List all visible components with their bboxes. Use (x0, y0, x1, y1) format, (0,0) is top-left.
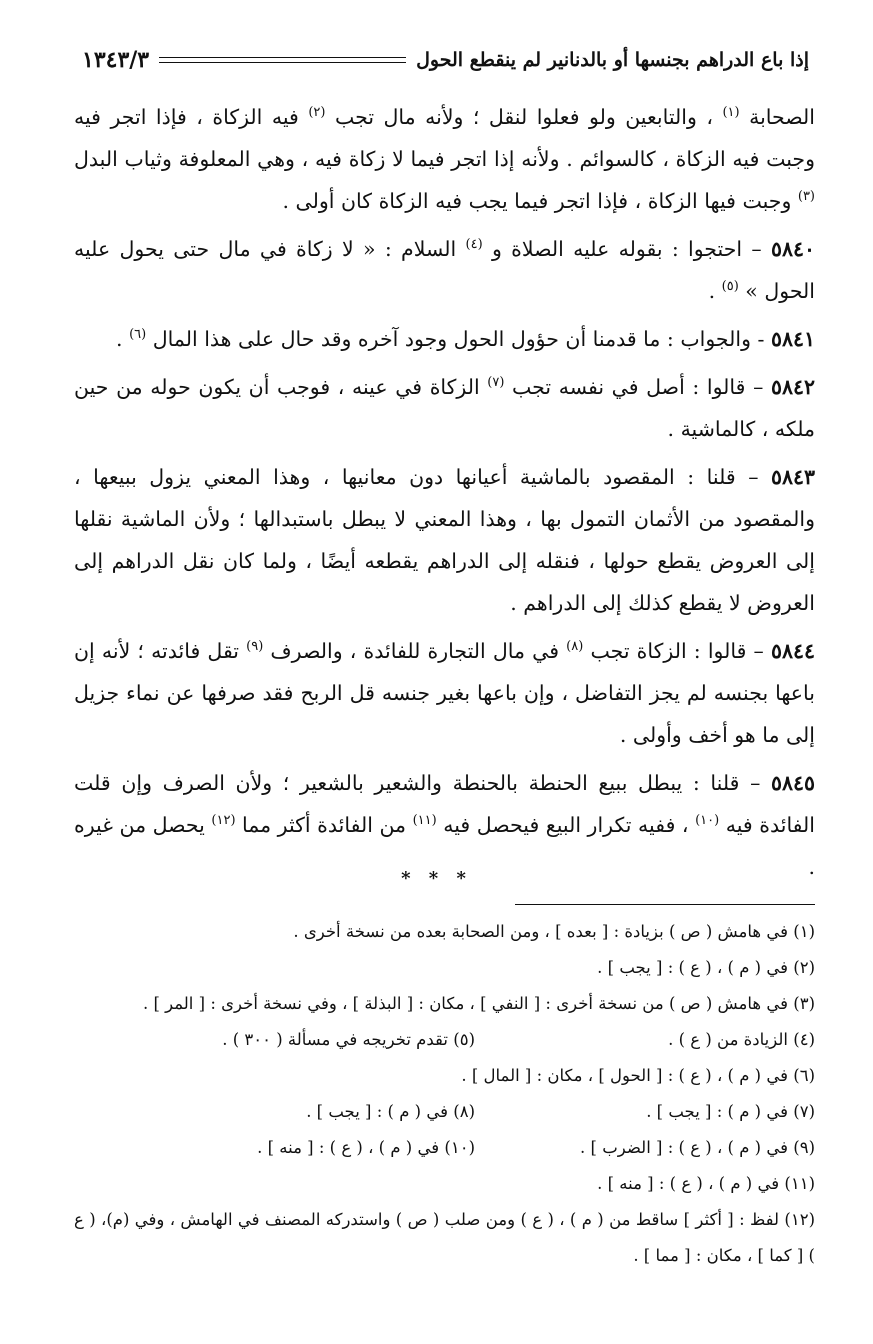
footnote: (١١) في ( م ) ، ( ع ) : [ منه ] . (597, 1174, 815, 1193)
footnote-row (74, 1022, 815, 1058)
text-run: – قلنا : المقصود بالماشية أعيانها دون معانيها ، وهذا المعني يزول ببيعها ، والمقصود من الأثمان التمول بها ، وهذا المعني لا يبطل باستبدالها ؛ ولأن الماشية نقلها إلى العروض يقطع حولها ، فنقله إلى الدراهم يقطعه أيضًا ، ولما كان نقل الدراهم إلى العروض لا يقطع كذلك إلى الدراهم . (74, 465, 815, 615)
footnote: (٩) في ( م ) ، ( ع ) : [ الضرب ] . (580, 1138, 815, 1157)
paragraph (74, 318, 815, 360)
footnote: (١٠) في ( م ) ، ( ع ) : [ منه ] . (257, 1138, 475, 1157)
text-run: ، والتابعين ولو فعلوا لنقل ؛ ولأنه مال تجب (325, 105, 723, 129)
footnote: (٦) في ( م ) ، ( ع ) : [ الحول ] ، مكان : [ المال ] . (461, 1066, 815, 1085)
footnote: (١٢) لفظ : [ أكثر ] ساقط من ( م ) ، ( ع ) ومن صلب ( ص ) واستدركه المصنف في الهامش ، وفي (م)، ( ع ) [ كما ] ، مكان : [ مما ] . (74, 1210, 815, 1265)
text-run: تقل فائدته ؛ لأنه إن باعها بجنسه لم يجز التفاضل ، وإن باعها بغير جنسه قل الربح فقد صرفها عن نماء جزيل إلى ما هو أخف وأولى . (74, 639, 815, 747)
text-run: الزكاة في عينه ، فوجب أن يكون حوله من حين ملكه ، كالماشية . (74, 375, 815, 441)
header-title: إذا باع الدراهم بجنسها أو بالدنانير لم ينقطع الحول (416, 49, 809, 71)
text-run: يحصل من غيره . (74, 813, 815, 879)
paragraph-number: ٥٨٤١ (770, 327, 815, 351)
footnote: (٥) تقدم تخريجه في مسألة ( ٣٠٠ ) . (222, 1030, 475, 1049)
text-run: - والجواب : ما قدمنا أن حؤول الحول وجود آخره وقد حال على هذا المال (146, 327, 771, 351)
footnote: (٧) في ( م ) : [ يجب ] . (646, 1102, 815, 1121)
main-text (74, 96, 815, 894)
footnote-row (74, 1130, 815, 1166)
text-run: – قالوا : أصل في نفسه تجب (504, 375, 771, 399)
footnote-marker: (٩) (246, 639, 264, 655)
footnote-marker: (١) (722, 105, 740, 121)
text-run: من الفائدة أكثر مما (235, 813, 413, 837)
text-run: – قلنا : يبطل ببيع الحنطة بالحنطة والشعير بالشعير ؛ ولأن الصرف وإن قلت الفائدة فيه (74, 771, 815, 837)
text-run: . (708, 279, 722, 303)
text-run: ، ففيه تكرار البيع فيحصل فيه (436, 813, 696, 837)
text-run: السلام : « لا زكاة في مال حتى يحول عليه الحول » (74, 237, 815, 303)
paragraph-number: ٥٨٤٥ (770, 771, 815, 795)
footnote-marker: (٧) (487, 375, 505, 391)
paragraph-number: ٥٨٤٠ (770, 237, 815, 261)
paragraph (74, 366, 815, 450)
section-separator: * * * (401, 868, 472, 889)
footnote-marker: (١٠) (695, 813, 720, 829)
paragraph (74, 96, 815, 222)
footnote-marker: (٢) (308, 105, 326, 121)
footnote-rule (515, 904, 815, 905)
footnote: (٣) في هامش ( ص ) من نسخة أخرى : [ النفي ] ، مكان : [ البذلة ] ، وفي نسخة أخرى : [ المر ] . (142, 994, 815, 1013)
footnote: (١) في هامش ( ص ) بزيادة : [ بعده ] ، ومن الصحابة بعده من نسخة أخرى . (293, 922, 815, 941)
text-run: الصحابة (739, 105, 815, 129)
page-reference: ١٣٤٣/٣ (82, 47, 150, 73)
text-run: – قالوا : الزكاة تجب (583, 639, 771, 663)
footnote: (٢) في ( م ) ، ( ع ) : [ يجب ] . (597, 958, 815, 977)
footnote-marker: (١٢) (211, 813, 236, 829)
running-header (82, 40, 809, 80)
footnote: (٤) الزيادة من ( ع ) . (668, 1030, 815, 1049)
footnote-marker: (٦) (129, 327, 147, 343)
footnotes (74, 914, 815, 1274)
footnote-marker: (١١) (412, 813, 437, 829)
footnote-row (74, 1094, 815, 1130)
paragraph-number: ٥٨٤٣ (770, 465, 815, 489)
text-run: وجبت فيها الزكاة ، فإذا اتجر فيما يجب فيه الزكاة كان أولى . (282, 189, 798, 213)
text-run: – احتجوا : بقوله عليه الصلاة و (482, 237, 771, 261)
paragraph-number: ٥٨٤٤ (770, 639, 815, 663)
paragraph (74, 630, 815, 756)
paragraph (74, 456, 815, 624)
footnote: (٨) في ( م ) : [ يجب ] . (306, 1102, 475, 1121)
text-run: فيه الزكاة ، فإذا اتجر فيه وجبت فيه الزكاة ، كالسوائم . ولأنه إذا اتجر فيما لا زكاة فيه ، وهي المعلوفة وثياب البدل (74, 105, 815, 171)
footnote-marker: (٣) (797, 189, 815, 205)
footnote-marker: (٤) (465, 237, 483, 253)
footnote-marker: (٨) (566, 639, 584, 655)
text-run: . (116, 327, 130, 351)
paragraph (74, 228, 815, 312)
paragraph-number: ٥٨٤٢ (770, 375, 815, 399)
text-run: في مال التجارة للفائدة ، والصرف (263, 639, 567, 663)
header-double-rule (159, 57, 406, 63)
footnote-marker: (٥) (721, 279, 739, 295)
